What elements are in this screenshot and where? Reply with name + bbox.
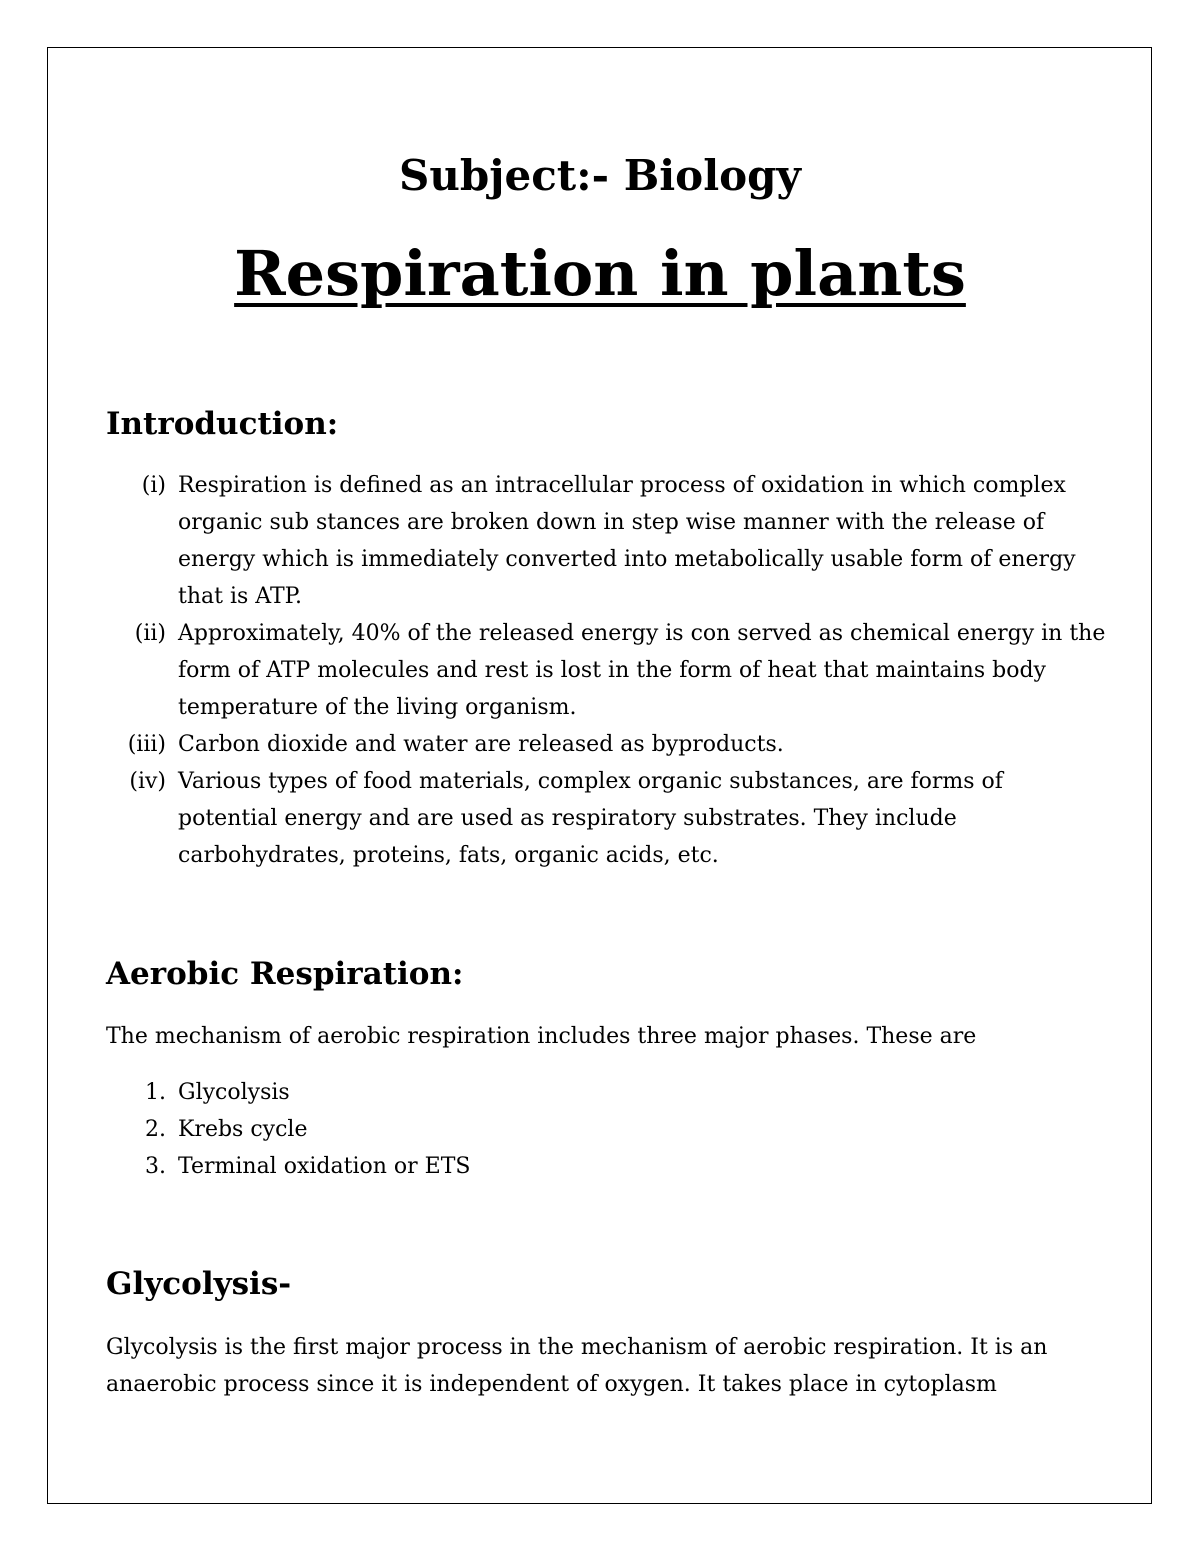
document-title: Respiration in plants [234, 237, 966, 310]
list-item-text: Terminal oxidation or ETS [178, 1154, 471, 1179]
list-item-text: Various types of food materials, complex organic substances, are forms of potential energy and are used as respiratory substrates. They include carbohydrates, proteins, fats, organic acids, etc. [178, 769, 1003, 868]
list-marker: (iv) [129, 769, 166, 794]
aerobic-intro-paragraph: The mechanism of aerobic respiration includes three major phases. These are [106, 1024, 977, 1049]
list-marker: 3. [145, 1154, 166, 1179]
list-marker: (i) [141, 473, 166, 498]
list-item-text: Respiration is defined as an intracellular process of oxidation in which complex organic sub stances are broken down in step wise manner with the release of energy which is immediately converted into metabolically usable form of energy that is ATP. [178, 473, 1076, 609]
list-item [106, 1148, 1006, 1185]
list-item-text: Carbon dioxide and water are released as byproducts. [178, 732, 784, 757]
list-marker: (ii) [134, 621, 166, 646]
list-item [106, 763, 1106, 874]
list-item-text: Krebs cycle [178, 1117, 308, 1142]
list-marker: 2. [145, 1117, 166, 1142]
list-marker: (iii) [127, 732, 166, 757]
aerobic-phases-list [106, 1074, 1006, 1185]
introduction-list [106, 467, 1106, 874]
list-item [106, 1111, 1006, 1148]
list-item-text: Approximately, 40% of the released energy is con served as chemical energy in the form of ATP molecules and rest is lost in the form of heat that maintains body temperature of the living organism. [178, 621, 1106, 720]
list-item [106, 467, 1106, 615]
aerobic-respiration-heading: Aerobic Respiration: [106, 956, 464, 992]
introduction-heading: Introduction: [106, 406, 339, 442]
list-marker: 1. [145, 1080, 166, 1105]
list-item-text: Glycolysis [178, 1080, 290, 1105]
subject-line: Subject:- Biology [399, 151, 801, 200]
list-item [106, 1074, 1006, 1111]
list-item [106, 615, 1106, 726]
glycolysis-paragraph: Glycolysis is the first major process in the mechanism of aerobic respiration. It is an anaerobic process since it is independent of oxygen. It takes place in cytoplasm [106, 1335, 1048, 1397]
glycolysis-heading: Glycolysis- [106, 1266, 292, 1302]
list-item [106, 726, 1106, 763]
